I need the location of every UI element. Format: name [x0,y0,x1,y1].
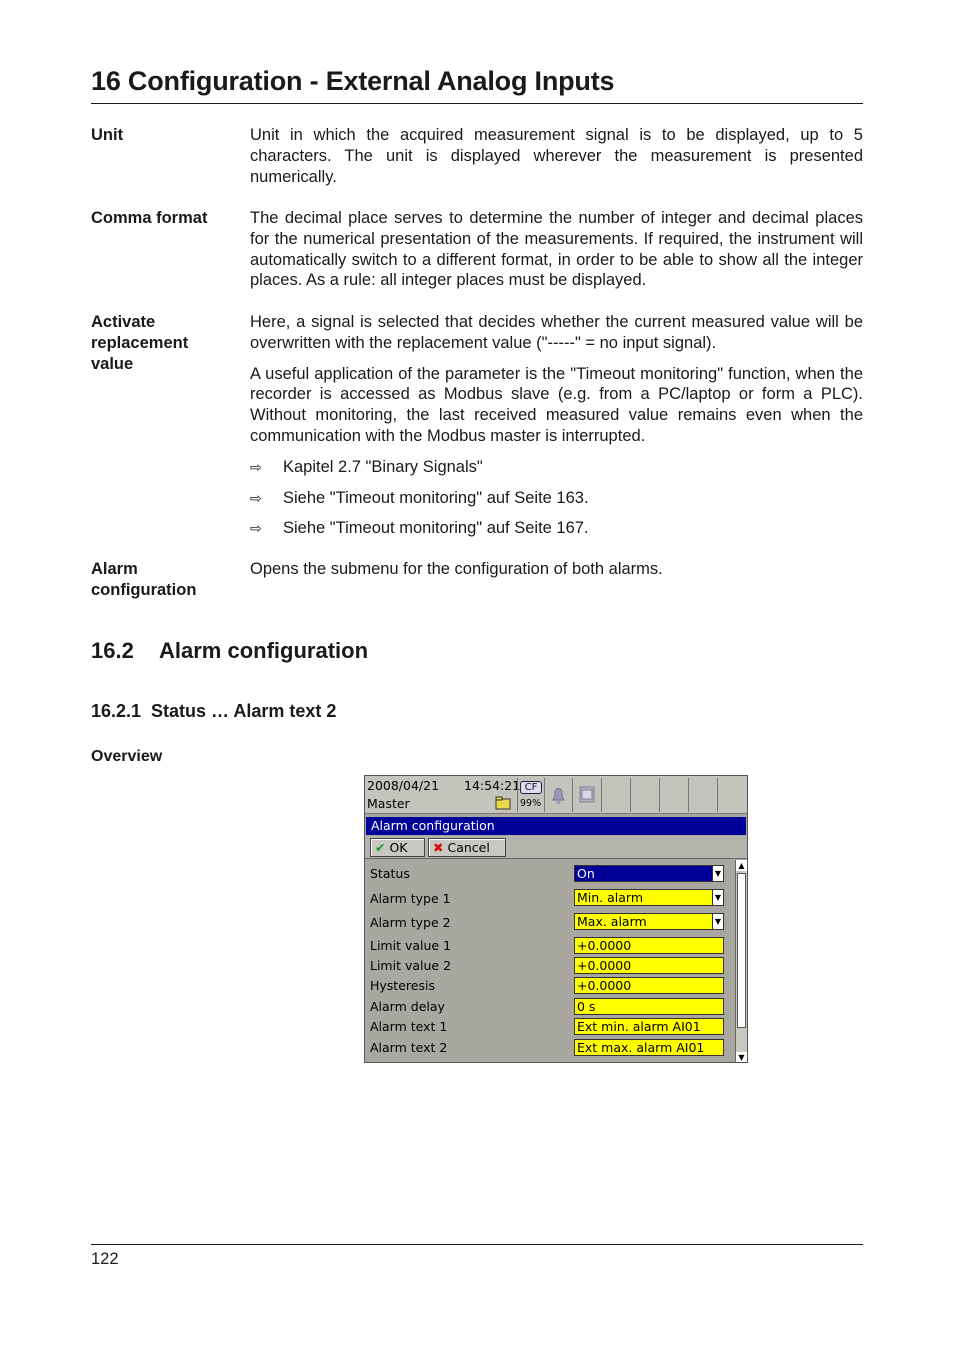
memory-card-status [517,778,543,812]
cross-reference-text: Kapitel 2.7 "Binary Signals" [283,457,483,476]
memory-button[interactable] [572,778,599,812]
param-label-hysteresis: Hysteresis [370,978,435,993]
toolbar-button-empty-5[interactable] [717,778,747,812]
param-label-alarm-type-2: Alarm type 2 [370,915,451,930]
status-value: On [577,866,595,881]
chevron-down-icon[interactable]: ▼ [712,914,723,929]
cf-card-icon: CF [520,781,542,794]
status-time: 14:54:21 [464,778,521,793]
subsection-title: 16.2.1 Status … Alarm text 2 [91,701,337,721]
overview-label: Overview [91,748,163,765]
param-label-status: Status [370,866,410,881]
cancel-button[interactable] [428,838,506,857]
bell-icon [545,778,572,812]
cancel-button-label: Cancel [447,840,490,855]
entry-term: Unit [91,126,124,144]
scroll-up-icon[interactable]: ▲ [736,860,747,871]
alarm-type-1-value: Min. alarm [577,890,644,905]
cross-reference[interactable] [250,518,863,539]
scroll-down-icon[interactable]: ▼ [736,1052,747,1063]
alarm-type-2-select[interactable] [574,913,724,930]
entry-paragraph: A useful application of the parameter is the "Timeout monitoring" function, when the recorder is accessed as Modbus slave (e.g. from a PC/laptop or form a PLC). Without monitoring, the last received measured value remains even when the communication with the Modbus master is interrupted. [250,364,863,445]
scrollbar[interactable] [735,860,747,1063]
entry-paragraph: The decimal place serves to determine the number of integer and decimal places for the numerical presentation of the measurements. If required, the instrument will automatically switch to a different format, in order to be able to show all the integer places. As a rule: all integer places must be displayed. [250,209,863,290]
param-label-alarm-text-2: Alarm text 2 [370,1040,448,1055]
cross-reference[interactable] [250,457,863,478]
entry-paragraph: Unit in which the acquired measurement signal is to be displayed, up to 5 characters. The unit is displayed wherever the measurement is presented numerically. [250,126,863,186]
entry-term: Alarm configuration [91,560,197,599]
status-date: 2008/04/21 [367,778,440,793]
chapter-title: 16 Configuration - External Analog Inputs [91,66,615,96]
section-number: 16.2 [91,638,134,663]
check-icon: ✔ [375,840,386,855]
cross-reference[interactable] [250,488,863,509]
footer-rule [91,1244,863,1245]
alarm-text-2-input[interactable]: Ext max. alarm AI01 [574,1039,724,1056]
arrow-right-icon: ⇨ [250,489,262,506]
dialog-button-bar [365,836,747,859]
ok-button[interactable] [370,838,425,857]
entry-description [250,312,863,549]
entry-paragraph: Opens the submenu for the configuration of both alarms. [250,560,663,578]
alarm-type-1-select[interactable] [574,889,724,906]
status-select[interactable] [574,865,724,882]
alarm-delay-input[interactable]: 0 s [574,998,724,1015]
limit-value-2-input[interactable]: +0.0000 [574,957,724,974]
toolbar-button-empty-3[interactable] [659,778,686,812]
memory-icon [573,778,600,812]
chevron-down-icon[interactable]: ▼ [712,866,723,881]
folder-icon [495,796,511,810]
section-title [91,638,368,664]
entry-description [250,208,863,301]
chapter-rule [91,103,863,104]
device-screenshot [364,775,748,1063]
entry-description [250,559,863,590]
toolbar-button-empty-1[interactable] [601,778,628,812]
cross-reference-text: Siehe "Timeout monitoring" auf Seite 167. [283,519,589,538]
cf-percent: 99% [520,798,542,809]
status-bar [365,776,747,814]
alarm-bell-button[interactable] [544,778,571,812]
entry-description [250,125,863,197]
entry-paragraph: Here, a signal is selected that decides whether the current measured value will be overwritten with the replacement value ("-----" = no input signal). [250,313,863,352]
entry-term: Activate replacement value [91,313,189,373]
arrow-right-icon: ⇨ [250,458,262,475]
section-title-text: Alarm configuration [159,638,369,663]
param-label-alarm-delay: Alarm delay [370,999,445,1014]
close-icon: ✖ [433,840,444,855]
toolbar-button-empty-4[interactable] [688,778,715,812]
arrow-right-icon: ⇨ [250,520,262,537]
chevron-down-icon[interactable]: ▼ [712,890,723,905]
cross-reference-text: Siehe "Timeout monitoring" auf Seite 163. [283,488,589,507]
param-label-limit-value-2: Limit value 2 [370,958,452,973]
alarm-type-2-value: Max. alarm [577,914,647,929]
entry-term: Comma format [91,209,208,227]
param-label-alarm-type-1: Alarm type 1 [370,891,451,906]
param-label-limit-value-1: Limit value 1 [370,938,452,953]
ok-button-label: OK [389,840,408,855]
window-title: Alarm configuration [366,817,746,835]
alarm-text-1-input[interactable]: Ext min. alarm AI01 [574,1018,724,1035]
limit-value-1-input[interactable]: +0.0000 [574,937,724,954]
hysteresis-input[interactable]: +0.0000 [574,977,724,994]
scrollbar-thumb[interactable] [737,873,746,1028]
param-label-alarm-text-1: Alarm text 1 [370,1019,448,1034]
page-number: 122 [91,1250,119,1268]
status-group: Master [367,796,410,811]
toolbar-button-empty-2[interactable] [630,778,657,812]
